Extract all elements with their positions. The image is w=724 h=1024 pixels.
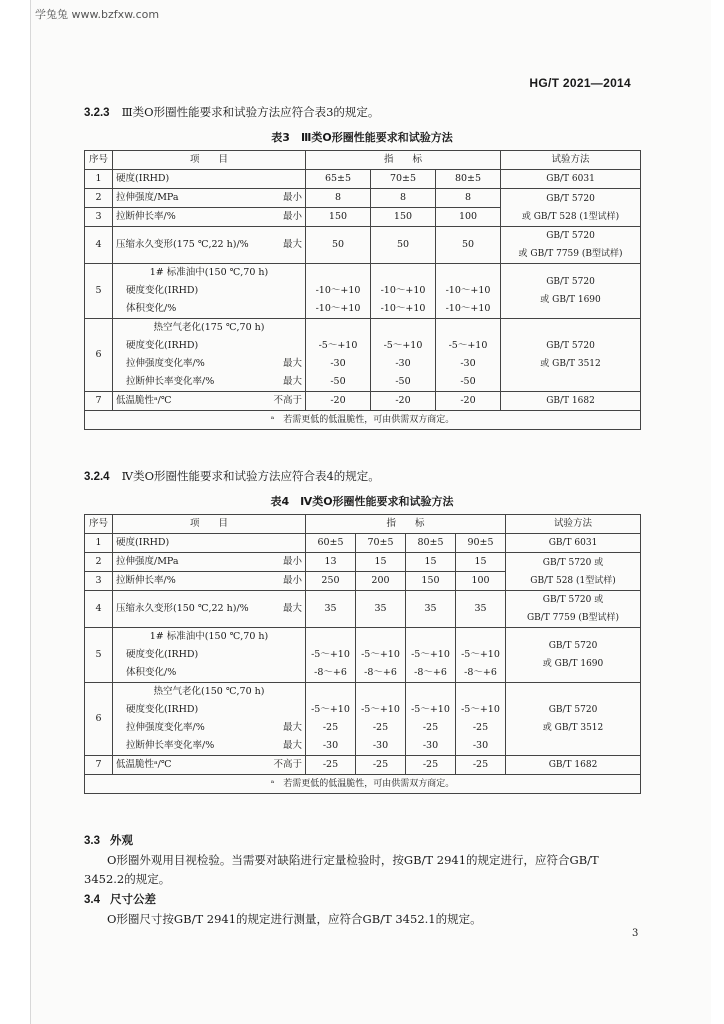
item-cell bbox=[113, 628, 306, 683]
sub-item bbox=[116, 701, 302, 719]
item-label: 拉伸强度/MPa bbox=[116, 192, 179, 203]
table4 bbox=[84, 514, 641, 794]
section-number: 3.3 bbox=[84, 835, 100, 847]
test-method bbox=[506, 683, 641, 756]
table-row bbox=[85, 683, 641, 756]
index-value: 250 bbox=[306, 572, 356, 591]
sub-item bbox=[116, 300, 302, 318]
index-value bbox=[356, 628, 406, 683]
header-method: 试验方法 bbox=[506, 515, 641, 534]
index-value: 100 bbox=[456, 572, 506, 591]
index-value-line: -5～+10 bbox=[311, 704, 350, 715]
table-row bbox=[85, 189, 641, 208]
table-row bbox=[85, 628, 641, 683]
value-spacer bbox=[359, 683, 402, 701]
index-value-line: -30 bbox=[322, 740, 339, 751]
index-value: -25 bbox=[406, 756, 456, 775]
index-value-line: -25 bbox=[372, 722, 389, 733]
index-value-line: -8～+6 bbox=[464, 667, 497, 678]
test-method-line: GB/T 5720 或 bbox=[542, 557, 604, 568]
item-row bbox=[116, 236, 302, 254]
table-row bbox=[85, 534, 641, 553]
index-value: 50 bbox=[436, 227, 501, 264]
value-spacer bbox=[309, 319, 367, 337]
item-heading: 热空气老化(175 ℃,70 h) bbox=[153, 322, 265, 333]
item-cell bbox=[113, 392, 306, 411]
row-number: 5 bbox=[85, 264, 113, 319]
index-value: 50 bbox=[371, 227, 436, 264]
index-value-line: -30 bbox=[395, 358, 411, 369]
value-spacer bbox=[459, 628, 502, 646]
item-row bbox=[116, 189, 302, 207]
index-value-line: -5～+10 bbox=[411, 649, 450, 660]
index-value bbox=[456, 628, 506, 683]
index-value bbox=[371, 264, 436, 319]
row-number: 6 bbox=[85, 319, 113, 392]
index-value-line: -5～+10 bbox=[461, 649, 500, 660]
header-method: 试验方法 bbox=[501, 151, 641, 170]
test-method-line: GB/T 528 (1型试样) bbox=[530, 575, 616, 586]
index-value: 13 bbox=[306, 553, 356, 572]
row-number: 6 bbox=[85, 683, 113, 756]
index-value-line: -10～+10 bbox=[315, 285, 361, 296]
test-method bbox=[506, 756, 641, 775]
index-value: -20 bbox=[436, 392, 501, 411]
row-number: 2 bbox=[85, 553, 113, 572]
item-label: 拉断伸长率/% bbox=[116, 575, 176, 586]
sub-item-label: 硬度变化(IRHD) bbox=[126, 704, 199, 715]
index-value: 65±5 bbox=[306, 170, 371, 189]
header-item: 项 目 bbox=[113, 515, 306, 534]
item-heading: 1# 标准油中(150 ℃,70 h) bbox=[149, 267, 269, 278]
index-value: -20 bbox=[371, 392, 436, 411]
value-spacer bbox=[359, 628, 402, 646]
test-method-line: GB/T 7759 (B型试样) bbox=[526, 613, 620, 623]
index-value: 35 bbox=[356, 591, 406, 628]
clause-3-2-3 bbox=[84, 104, 379, 120]
sub-item-label: 硬度变化(IRHD) bbox=[126, 285, 199, 296]
sub-item-label: 拉断伸长率变化率/% bbox=[126, 376, 215, 387]
test-method bbox=[506, 534, 641, 553]
test-method-line: GB/T 6031 bbox=[548, 538, 598, 548]
row-number: 1 bbox=[85, 170, 113, 189]
item-label: 拉伸强度/MPa bbox=[116, 556, 179, 567]
test-method-line: 或 GB/T 7759 (B型试样) bbox=[518, 249, 623, 259]
sub-item-label: 体积变化/% bbox=[126, 667, 177, 678]
table-row bbox=[85, 227, 641, 264]
value-spacer bbox=[374, 264, 432, 282]
test-method bbox=[501, 170, 641, 189]
header-no: 序号 bbox=[85, 515, 113, 534]
index-value-line: -5～+10 bbox=[448, 340, 488, 351]
index-value: 8 bbox=[306, 189, 371, 208]
table3-caption: 表3 Ⅲ类O形圈性能要求和试验方法 bbox=[271, 131, 453, 144]
value-spacer bbox=[459, 683, 502, 701]
section-3-4-text: O形圈尺寸按GB/T 2941的规定进行测量，应符合GB/T 3452.1的规定。 bbox=[107, 912, 482, 926]
test-method bbox=[501, 227, 641, 264]
index-value: 80±5 bbox=[406, 534, 456, 553]
item-cell bbox=[113, 319, 306, 392]
index-value-line: -5～+10 bbox=[411, 704, 450, 715]
clause-number: 3.2.4 bbox=[84, 471, 110, 483]
table-row bbox=[85, 756, 641, 775]
index-value-line: -10～+10 bbox=[380, 285, 426, 296]
item-limit: 最大 bbox=[282, 239, 302, 250]
note-row bbox=[85, 775, 641, 794]
index-value: 200 bbox=[356, 572, 406, 591]
index-value: 100 bbox=[436, 208, 501, 227]
table-note: ᵃ 若需更低的低温脆性，可由供需双方商定。 bbox=[85, 775, 641, 794]
table-row bbox=[85, 591, 641, 628]
index-value-line: -10～+10 bbox=[380, 303, 426, 314]
index-value-line: -5～+10 bbox=[461, 704, 500, 715]
item-limit: 不高于 bbox=[273, 759, 302, 770]
sub-item-limit: 最大 bbox=[282, 376, 302, 387]
test-method-line: 或 GB/T 1690 bbox=[540, 295, 601, 305]
item-limit: 最小 bbox=[282, 192, 302, 203]
index-value: -25 bbox=[356, 756, 406, 775]
index-value-line: -5～+10 bbox=[361, 649, 400, 660]
item-row bbox=[116, 572, 302, 590]
item-cell bbox=[113, 534, 306, 553]
clause-text: Ⅳ类O形圈性能要求和试验方法应符合表4的规定。 bbox=[121, 469, 380, 483]
item-label: 硬度(IRHD) bbox=[116, 537, 170, 548]
index-value: 90±5 bbox=[456, 534, 506, 553]
item-limit: 最小 bbox=[282, 575, 302, 586]
sub-item bbox=[116, 282, 302, 300]
item-limit: 最大 bbox=[282, 603, 302, 614]
test-method bbox=[506, 628, 641, 683]
index-value-line: -25 bbox=[422, 722, 439, 733]
item-row bbox=[116, 600, 302, 618]
test-method-line: GB/T 5720 bbox=[546, 277, 595, 287]
index-value-line: -30 bbox=[372, 740, 389, 751]
sub-item-label: 体积变化/% bbox=[126, 303, 177, 314]
item-cell bbox=[113, 591, 306, 628]
index-value bbox=[306, 264, 371, 319]
index-value-line: -30 bbox=[472, 740, 489, 751]
table-row bbox=[85, 392, 641, 411]
item-label: 低温脆性ᵃ/℃ bbox=[116, 759, 172, 770]
item-row bbox=[116, 170, 302, 188]
sub-item bbox=[116, 337, 302, 355]
item-heading: 1# 标准油中(150 ℃,70 h) bbox=[149, 631, 269, 642]
clause-text: Ⅲ类O形圈性能要求和试验方法应符合表3的规定。 bbox=[121, 105, 380, 119]
test-method-line: GB/T 1682 bbox=[548, 760, 598, 770]
item-cell bbox=[113, 170, 306, 189]
index-value bbox=[436, 264, 501, 319]
page-number: 3 bbox=[632, 928, 639, 939]
clause-number: 3.2.3 bbox=[84, 107, 110, 119]
item-row bbox=[116, 756, 302, 774]
index-value: 35 bbox=[456, 591, 506, 628]
item-row bbox=[116, 392, 302, 410]
index-value: 50 bbox=[306, 227, 371, 264]
index-value bbox=[406, 683, 456, 756]
sub-item-limit: 最大 bbox=[282, 740, 302, 751]
sub-item-limit: 最大 bbox=[282, 358, 302, 369]
index-value-line: -30 bbox=[422, 740, 439, 751]
item-heading: 热空气老化(150 ℃,70 h) bbox=[153, 686, 265, 697]
index-value-line: -10～+10 bbox=[315, 303, 361, 314]
section-title: 尺寸公差 bbox=[110, 892, 156, 906]
test-method-line: GB/T 5720 bbox=[546, 341, 595, 351]
index-value: 150 bbox=[406, 572, 456, 591]
row-number: 7 bbox=[85, 392, 113, 411]
item-label: 压缩永久变形(150 ℃,22 h)/% bbox=[116, 603, 249, 614]
test-method-line: GB/T 1682 bbox=[546, 396, 595, 406]
row-number: 4 bbox=[85, 227, 113, 264]
header-item: 项 目 bbox=[113, 151, 306, 170]
item-row bbox=[116, 553, 302, 571]
test-method-line: GB/T 5720 bbox=[546, 231, 595, 241]
index-value: 80±5 bbox=[436, 170, 501, 189]
table-row bbox=[85, 170, 641, 189]
index-value bbox=[356, 683, 406, 756]
index-value: 35 bbox=[306, 591, 356, 628]
test-method-line: 或 GB/T 3512 bbox=[540, 359, 601, 369]
index-value: 60±5 bbox=[306, 534, 356, 553]
item-limit: 最小 bbox=[282, 556, 302, 567]
clause-3-2-4 bbox=[84, 468, 380, 484]
index-value: 15 bbox=[456, 553, 506, 572]
test-method bbox=[501, 319, 641, 392]
index-value: 150 bbox=[371, 208, 436, 227]
item-limit: 不高于 bbox=[273, 395, 302, 406]
index-value: 70±5 bbox=[371, 170, 436, 189]
index-value bbox=[306, 319, 371, 392]
section-3-3-heading bbox=[84, 832, 133, 848]
index-value-line: -50 bbox=[460, 376, 476, 387]
item-cell bbox=[113, 553, 306, 572]
index-value: -25 bbox=[456, 756, 506, 775]
value-spacer bbox=[439, 264, 497, 282]
test-method-line: GB/T 5720 bbox=[548, 641, 598, 651]
sub-item bbox=[116, 737, 302, 755]
table-row bbox=[85, 553, 641, 572]
table-row bbox=[85, 264, 641, 319]
index-value-line: -10～+10 bbox=[445, 303, 491, 314]
value-spacer bbox=[374, 319, 432, 337]
sub-item bbox=[116, 646, 302, 664]
test-method bbox=[506, 553, 641, 591]
sub-item-label: 拉伸强度变化率/% bbox=[126, 722, 205, 733]
index-value-line: -8～+6 bbox=[414, 667, 447, 678]
index-value bbox=[371, 319, 436, 392]
table3 bbox=[84, 150, 641, 430]
index-value bbox=[306, 683, 356, 756]
index-value: -25 bbox=[306, 756, 356, 775]
test-method bbox=[501, 264, 641, 319]
header-no: 序号 bbox=[85, 151, 113, 170]
index-value bbox=[306, 628, 356, 683]
sub-item bbox=[116, 355, 302, 373]
index-value: 8 bbox=[436, 189, 501, 208]
index-value-line: -5～+10 bbox=[383, 340, 423, 351]
watermark: 学兔兔 www.bzfxw.com bbox=[35, 8, 160, 21]
row-number: 2 bbox=[85, 189, 113, 208]
value-spacer bbox=[439, 319, 497, 337]
test-method-line: 或 GB/T 1690 bbox=[542, 659, 604, 669]
sub-item-limit: 最大 bbox=[282, 722, 302, 733]
index-value: 35 bbox=[406, 591, 456, 628]
index-value-line: -5～+10 bbox=[361, 704, 400, 715]
test-method bbox=[506, 591, 641, 628]
item-row bbox=[116, 208, 302, 226]
index-value: 8 bbox=[371, 189, 436, 208]
sub-item-label: 拉断伸长率变化率/% bbox=[126, 740, 215, 751]
item-label: 拉断伸长率/% bbox=[116, 211, 176, 222]
row-number: 7 bbox=[85, 756, 113, 775]
item-cell bbox=[113, 227, 306, 264]
item-cell bbox=[113, 264, 306, 319]
index-value: 15 bbox=[356, 553, 406, 572]
sub-item bbox=[116, 664, 302, 682]
sub-item-label: 硬度变化(IRHD) bbox=[126, 340, 199, 351]
item-cell bbox=[113, 683, 306, 756]
index-value: 150 bbox=[306, 208, 371, 227]
test-method-line: 或 GB/T 528 (1型试样) bbox=[521, 211, 620, 222]
note-row bbox=[85, 411, 641, 430]
value-spacer bbox=[409, 628, 452, 646]
row-number: 3 bbox=[85, 208, 113, 227]
section-3-4-heading bbox=[84, 891, 156, 907]
index-value-line: -5～+10 bbox=[318, 340, 358, 351]
sub-item bbox=[116, 373, 302, 391]
item-label: 压缩永久变形(175 ℃,22 h)/% bbox=[116, 239, 249, 250]
index-value bbox=[436, 319, 501, 392]
test-method-line: GB/T 5720 bbox=[548, 705, 598, 715]
standard-code: HG/T 2021—2014 bbox=[529, 76, 631, 90]
table-note: ᵃ 若需更低的低温脆性，可由供需双方商定。 bbox=[85, 411, 641, 430]
item-cell bbox=[113, 189, 306, 208]
header-index: 指 标 bbox=[306, 151, 501, 170]
index-value-line: -30 bbox=[330, 358, 346, 369]
index-value-line: -10～+10 bbox=[445, 285, 491, 296]
row-number: 3 bbox=[85, 572, 113, 591]
test-method-line: GB/T 5720 bbox=[546, 193, 595, 204]
value-spacer bbox=[309, 683, 352, 701]
table4-caption: 表4 Ⅳ类O形圈性能要求和试验方法 bbox=[270, 495, 454, 508]
index-value bbox=[406, 628, 456, 683]
table-row bbox=[85, 319, 641, 392]
value-spacer bbox=[409, 683, 452, 701]
value-spacer bbox=[309, 628, 352, 646]
index-value: 70±5 bbox=[356, 534, 406, 553]
section-title: 外观 bbox=[110, 833, 133, 847]
index-value: 15 bbox=[406, 553, 456, 572]
item-cell bbox=[113, 572, 306, 591]
index-value-line: -25 bbox=[472, 722, 489, 733]
item-cell bbox=[113, 756, 306, 775]
index-value-line: -30 bbox=[460, 358, 476, 369]
item-limit: 最小 bbox=[282, 211, 302, 222]
item-row bbox=[116, 534, 302, 552]
row-number: 1 bbox=[85, 534, 113, 553]
index-value-line: -8～+6 bbox=[314, 667, 347, 678]
sub-item-label: 拉伸强度变化率/% bbox=[126, 358, 205, 369]
sub-item-label: 硬度变化(IRHD) bbox=[126, 649, 199, 660]
header-index: 指 标 bbox=[306, 515, 506, 534]
test-method bbox=[501, 189, 641, 227]
index-value-line: -5～+10 bbox=[311, 649, 350, 660]
test-method-line: GB/T 5720 或 bbox=[542, 595, 604, 605]
test-method-line: GB/T 6031 bbox=[546, 174, 595, 184]
value-spacer bbox=[309, 264, 367, 282]
section-3-3-text: O形圈外观用目视检验。当需要对缺陷进行定量检验时，按GB/T 2941的规定进行，应符合GB/T 3452.2的规定。 bbox=[84, 853, 599, 886]
test-method bbox=[501, 392, 641, 411]
index-value-line: -25 bbox=[322, 722, 339, 733]
index-value bbox=[456, 683, 506, 756]
index-value: -20 bbox=[306, 392, 371, 411]
sub-item bbox=[116, 719, 302, 737]
index-value-line: -8～+6 bbox=[364, 667, 397, 678]
section-number: 3.4 bbox=[84, 894, 100, 906]
index-value-line: -50 bbox=[330, 376, 346, 387]
item-label: 低温脆性ᵃ/℃ bbox=[116, 395, 172, 406]
index-value-line: -50 bbox=[395, 376, 411, 387]
item-label: 硬度(IRHD) bbox=[116, 173, 170, 184]
test-method-line: 或 GB/T 3512 bbox=[542, 723, 604, 733]
row-number: 5 bbox=[85, 628, 113, 683]
item-cell bbox=[113, 208, 306, 227]
row-number: 4 bbox=[85, 591, 113, 628]
